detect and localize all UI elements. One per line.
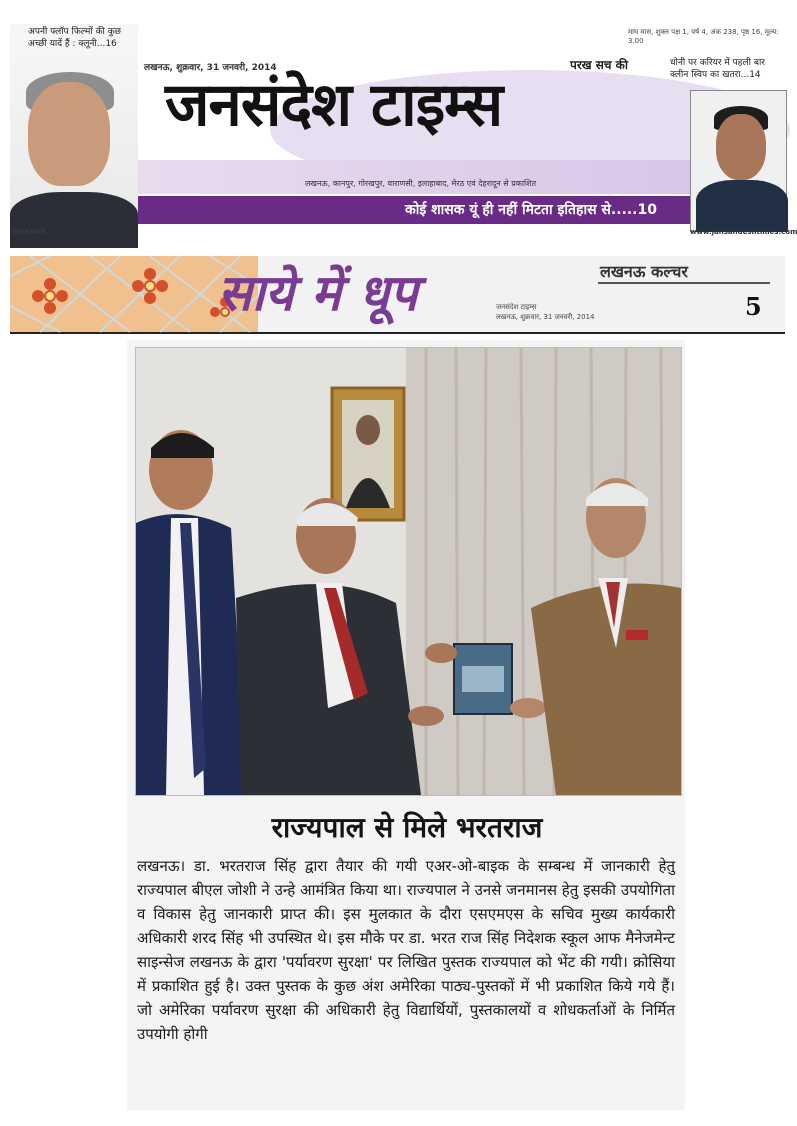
section-edition: जनसंदेश टाइम्स	[496, 303, 537, 311]
issue-meta: माघ मास, शुक्ल पक्ष 1, वर्ष 4, अंक 238, पृष्ठ 16, मूल्य: 3.00	[628, 28, 779, 45]
edition-label: नगर संस्करण	[12, 228, 46, 236]
masthead-date: लखनऊ, शुक्रवार, 31 जनवरी, 2014	[144, 63, 277, 73]
section-banner	[10, 256, 785, 334]
website-link[interactable]: www.jansandeshtimes.com	[690, 228, 797, 236]
section-title: साये में धूप	[218, 263, 418, 322]
masthead-tagline: परख सच की	[570, 58, 628, 72]
portrait-suit	[696, 180, 788, 232]
left-teaser-caption[interactable]: अपनी फ्लॉप फिल्मों की कुछ अच्छी यादें हैं : क्लूनी...16	[28, 27, 121, 49]
portrait-suit	[10, 192, 138, 248]
portrait-face	[716, 114, 766, 180]
article-body: लखनऊ। डा. भरतराज सिंह द्वारा तैयार की गयी एअर-ओ-बाइक के सम्बन्ध में जानकारी हेतु राज्यपाल बीएल जोशी ने उन्हे आमंत्रित किया था। राज्यपाल ने उनसे जनमानस हेतु इसकी उपयोगिता व विकास हेतु जानकारी प्राप्त की। इस मुलकात के दौरा एसएमएस के सचिव मुख्य कार्यकारी अधिकारी शरद सिंह भी उपस्थित थे। इस मौके पर डा. भरत राज सिंह निदेशक स्कूल आफ मैनेजमेन्ट साइन्सेज लखनऊ के द्वारा 'पर्यावरण सुरक्षा' पर लिखित पुस्तक राज्यपाल को भेंट की गयी। क्रोसिया में प्रकाशित हुई है। उक्त पुस्तक के कुछ अंश अमेरिका पाठ्य-पुस्तकों में भी प्रकाशित किये गये हैं। जो अमेरिका पर्यावरण सुरक्षा की अधिकारी हेतु विद्यार्थियों, पुस्तकालयों व शोधकर्ताओं के निर्मित उपयोगी होगी	[137, 857, 675, 1043]
right-teaser-caption[interactable]: धोनी पर करियर में पहली बार क्लीन स्विप का खतरा...14	[670, 58, 765, 80]
article-photo[interactable]	[135, 347, 682, 796]
article-headline: राज्यपाल से मिले भरतराज	[271, 811, 543, 844]
section-label: लखनऊ कल्चर	[600, 262, 688, 281]
newspaper-title: जनसंदेश टाइम्स	[165, 70, 503, 140]
left-teaser-photo[interactable]	[10, 24, 138, 232]
newspaper-masthead	[10, 10, 797, 236]
portrait-face	[28, 82, 110, 186]
section-date-block	[496, 302, 595, 322]
masthead-headline-link[interactable]: कोई शासक यूं ही नहीं मिटता इतिहास से.....10	[405, 202, 657, 218]
photo-illustration	[136, 348, 681, 795]
divider	[598, 282, 770, 284]
section-date: लखनऊ, शुक्रवार, 31 जनवरी, 2014	[496, 313, 595, 321]
published-cities: लखनऊ, कानपुर, गोरखपुर, वाराणसी, इलाहाबाद, मेरठ एवं देहरादून से प्रकाशित	[305, 179, 537, 188]
page-number: 5	[745, 292, 762, 321]
